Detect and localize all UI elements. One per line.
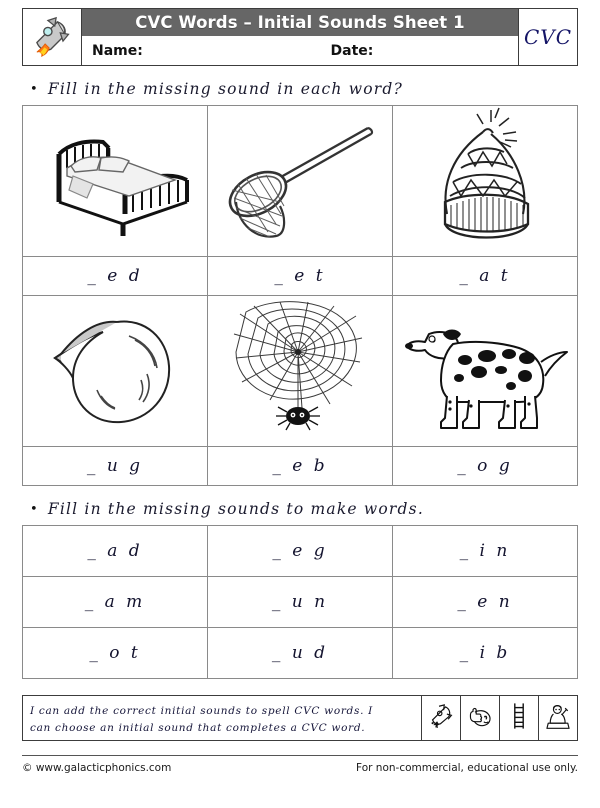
word-cell-dog[interactable]: _ o g (393, 447, 578, 486)
picture-cell-dog (393, 296, 578, 447)
word-blank-cell[interactable]: _ i b (393, 628, 578, 679)
web-illustration (208, 296, 392, 446)
assessment-thumbsup-cell[interactable] (460, 696, 499, 740)
table-row (23, 628, 578, 679)
picture-cell-web (208, 296, 393, 447)
section2-instruction-text: Fill in the missing sounds to make words. (47, 500, 424, 518)
hat-illustration (393, 106, 577, 256)
picture-row-2 (23, 296, 578, 447)
assessment-statement (23, 696, 421, 740)
spider-icon (276, 407, 320, 430)
assessment-line-1: I can add the correct initial sounds to spell CVC words. I (30, 705, 373, 718)
missing-sounds-table (22, 525, 578, 679)
word-blank-cell[interactable]: _ e n (393, 577, 578, 628)
word-blank-cell[interactable]: _ a m (23, 577, 208, 628)
word-blank-cell[interactable]: _ o t (23, 628, 208, 679)
assessment-box (22, 695, 578, 741)
assessment-ladder-cell[interactable] (499, 696, 538, 740)
word-blank-cell[interactable]: _ u n (208, 577, 393, 628)
table-row (23, 526, 578, 577)
worksheet-header (22, 8, 578, 66)
worksheet-page (0, 8, 600, 808)
assessment-rocket-cell[interactable] (421, 696, 460, 740)
name-label: Name: (92, 42, 143, 59)
word-cell-jug[interactable]: _ u g (23, 447, 208, 486)
bullet-icon: • (30, 501, 39, 517)
picture-cell-net (208, 106, 393, 257)
section2-instruction (30, 500, 578, 518)
bed-illustration (23, 106, 207, 256)
dog-illustration (393, 296, 577, 446)
table-row (23, 577, 578, 628)
picture-cell-jug (23, 296, 208, 447)
word-blank-cell[interactable]: _ e g (208, 526, 393, 577)
header-middle (82, 9, 518, 65)
name-date-row (82, 36, 518, 65)
word-blank-cell[interactable]: _ u d (208, 628, 393, 679)
section1-instruction-text: Fill in the missing sound in each word? (47, 80, 403, 98)
thumbs-up-smiley-icon (466, 703, 494, 733)
rocket-icon (30, 15, 74, 59)
picture-cell-bed (23, 106, 208, 257)
ladder-icon (509, 702, 529, 734)
word-row-2 (23, 447, 578, 486)
date-label: Date: (330, 42, 374, 59)
picture-cell-hat (393, 106, 578, 257)
footer-usage-note: For non-commercial, educational use only. (356, 762, 578, 774)
bullet-icon: • (30, 81, 39, 97)
word-cell-web[interactable]: _ e b (208, 447, 393, 486)
footer-copyright: © www.galacticphonics.com (22, 762, 172, 774)
word-cell-bed[interactable]: _ e d (23, 257, 208, 296)
word-row-1 (23, 257, 578, 296)
word-blank-cell[interactable]: _ i n (393, 526, 578, 577)
net-illustration (208, 106, 392, 256)
header-logo-cell (23, 9, 82, 65)
jug-illustration (23, 296, 207, 446)
worksheet-title: CVC Words – Initial Sounds Sheet 1 (82, 9, 518, 36)
teacher-icon (545, 702, 571, 734)
picture-word-table (22, 105, 578, 486)
rocket-icon (428, 703, 454, 733)
picture-row-1 (23, 106, 578, 257)
section1-instruction (30, 80, 578, 98)
word-cell-net[interactable]: _ e t (208, 257, 393, 296)
page-footer (22, 762, 578, 774)
assessment-line-2: can choose an initial sound that completes a CVC word. (30, 721, 366, 734)
footer-divider (22, 755, 578, 756)
word-blank-cell[interactable]: _ a d (23, 526, 208, 577)
word-cell-hat[interactable]: _ a t (393, 257, 578, 296)
assessment-teacher-cell[interactable] (538, 696, 577, 740)
cvc-badge: CVC (518, 9, 577, 65)
